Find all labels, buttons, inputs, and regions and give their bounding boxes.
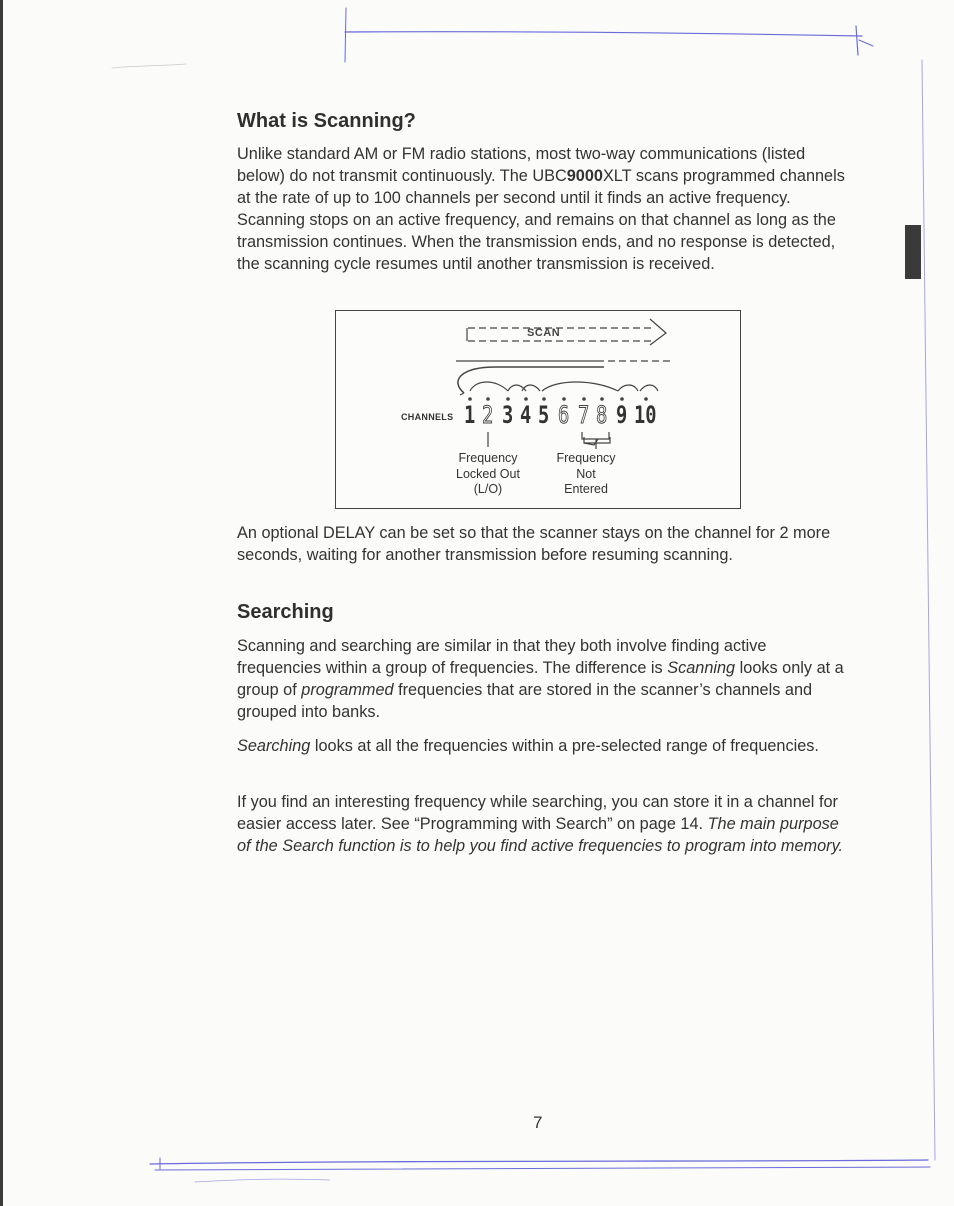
channel-number-7: 7 — [578, 401, 590, 429]
caption-locked-out — [440, 451, 536, 498]
channel-number-6: 6 — [558, 401, 570, 429]
caption-locked-line-3: (L/O) — [473, 482, 503, 496]
channels-label: CHANNELS — [401, 412, 454, 422]
scanning-intro-text-b: XLT scans programmed channels at the rate of up to 100 channels per second until it finds an active frequency. Scanning stops on an active frequency, and remains on that channel as long as the transmission continues. When the transmission ends, and no response is detected, the scanning cycle resumes until another transmission is received. — [237, 167, 845, 273]
searching-compare-italic-b: programmed — [301, 681, 394, 699]
caption-not-entered-line-2: Not — [576, 466, 596, 481]
searching-compare-text-b: looks only at a group of — [237, 659, 844, 699]
paragraph-delay: An optional DELAY can be set so that the scanner stays on the channel for 2 more seconds, waiting for another transmission before resuming scanning. — [237, 524, 831, 564]
searching-compare-text-a: Scanning and searching are similar in that they both involve finding active frequencies within a group of frequencies. The difference is — [237, 637, 767, 677]
searching-range-italic-a: Searching — [237, 737, 311, 755]
store-frequency-text-a: If you find an interesting frequency while searching, you can store it in a channel for easier access later. See “Programming with Search” on page 14. — [237, 793, 838, 833]
scanning-intro-text-a: Unlike standard AM or FM radio stations, most two-way communications (listed below) do not transmit continuously. The UBC — [237, 145, 806, 185]
channel-number-9: 9 — [616, 401, 628, 429]
channel-number-8: 8 — [596, 401, 608, 429]
scan-label: SCAN — [527, 327, 561, 339]
heading-searching: Searching — [237, 601, 334, 623]
page-number: 7 — [533, 1113, 543, 1132]
store-frequency-italic-a: The main purpose of the Search function is to help you find active frequencies to program into memory. — [237, 815, 844, 855]
caption-locked-line-2: Locked Out — [456, 466, 520, 481]
searching-compare-italic-a: Scanning — [667, 659, 736, 677]
channel-number-4: 4 — [520, 401, 532, 429]
model-number-bold: 9000 — [566, 167, 603, 185]
channel-number-2: 2 — [482, 401, 494, 429]
caption-not-entered-line-1: Frequency — [556, 451, 616, 465]
caption-locked-line-1: Frequency — [458, 451, 518, 465]
caption-not-entered-line-3: Entered — [564, 482, 608, 496]
heading-what-is-scanning: What is Scanning? — [237, 110, 416, 132]
channel-number-3: 3 — [502, 401, 514, 429]
searching-range-text-a: looks at all the frequencies within a pre-selected range of frequencies. — [310, 737, 819, 755]
channel-number-10: 10 — [634, 401, 657, 429]
paragraph-store-frequency — [237, 791, 847, 857]
paragraph-searching-range — [237, 735, 847, 757]
paragraph-scanning-intro — [237, 143, 847, 275]
channel-number-5: 5 — [538, 401, 550, 429]
scanning-diagram — [335, 310, 741, 509]
caption-not-entered — [540, 451, 632, 498]
searching-compare-text-c: frequencies that are stored in the scanner’s channels and grouped into banks. — [237, 681, 813, 721]
paragraph-searching-compare — [237, 635, 847, 723]
channel-number-1: 1 — [464, 401, 476, 429]
